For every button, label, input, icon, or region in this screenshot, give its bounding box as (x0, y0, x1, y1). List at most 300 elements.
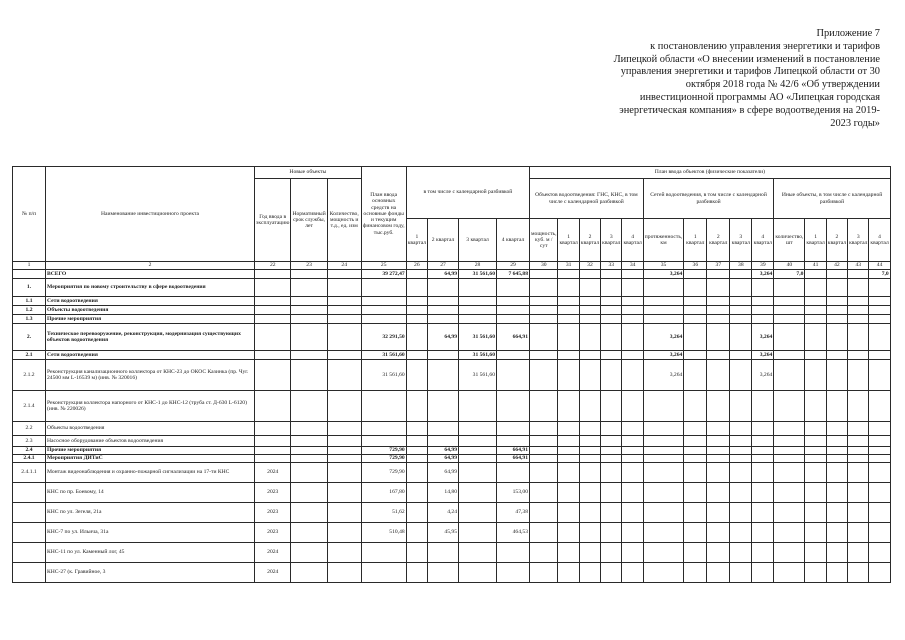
column-number-cell: 43 (848, 262, 869, 270)
table-cell (752, 436, 774, 447)
table-cell (826, 523, 847, 543)
table-cell (406, 360, 427, 391)
table-cell: 3,264 (752, 360, 774, 391)
header-length: протяженность, км (643, 219, 684, 262)
table-cell (848, 351, 869, 360)
table-cell (643, 315, 684, 324)
table-cell (707, 306, 730, 315)
table-cell (848, 563, 869, 583)
table-cell (601, 360, 622, 391)
table-cell (622, 447, 643, 455)
table-cell (291, 455, 327, 463)
header-k4: 4 квартал (752, 219, 774, 262)
table-cell (558, 422, 579, 436)
table-cell: 2.4.1 (13, 455, 46, 463)
table-cell (327, 503, 361, 523)
table-cell (707, 563, 730, 583)
table-cell (805, 306, 826, 315)
table-cell (752, 455, 774, 463)
table-cell: 2.3 (13, 436, 46, 447)
table-cell (406, 483, 427, 503)
table-cell: 2.1 (13, 351, 46, 360)
table-cell: 64,99 (428, 463, 459, 483)
table-cell (255, 391, 291, 422)
table-cell (684, 463, 707, 483)
table-cell (406, 297, 427, 306)
table-cell (406, 351, 427, 360)
table-cell (291, 351, 327, 360)
table-cell (805, 503, 826, 523)
table-cell: ВСЕГО (46, 270, 255, 279)
table-cell (826, 279, 847, 297)
table-cell (579, 324, 600, 351)
table-cell (601, 324, 622, 351)
table-cell (459, 315, 497, 324)
table-cell (869, 563, 890, 583)
table-cell (558, 455, 579, 463)
table-cell (684, 563, 707, 583)
table-cell (291, 563, 327, 583)
table-cell (684, 523, 707, 543)
table-cell (361, 422, 406, 436)
table-cell (428, 422, 459, 436)
header-plan-money: План ввода основных средств на основные фонды и текущим финансовом году, тыс.руб. (361, 167, 406, 262)
table-row (13, 270, 891, 279)
table-cell (805, 315, 826, 324)
table-cell (730, 463, 752, 483)
table-cell (406, 391, 427, 422)
table-cell (558, 391, 579, 422)
table-cell (601, 455, 622, 463)
table-cell (13, 270, 46, 279)
column-number-cell: 34 (622, 262, 643, 270)
table-cell (684, 351, 707, 360)
table-cell (805, 436, 826, 447)
table-cell (601, 436, 622, 447)
table-cell (255, 360, 291, 391)
appendix-line: энергетическая компания» в сфере водоотведения на 2019- (619, 104, 880, 116)
appendix-line: 2023 годы» (830, 117, 880, 129)
table-cell (459, 563, 497, 583)
table-cell: Сети водоотведения (46, 351, 255, 360)
table-cell (497, 543, 530, 563)
table-cell (406, 270, 427, 279)
table-cell (327, 436, 361, 447)
table-cell (291, 463, 327, 483)
table-row (13, 315, 891, 324)
table-cell (327, 324, 361, 351)
table-cell (707, 463, 730, 483)
table-cell (805, 297, 826, 306)
table-cell (361, 279, 406, 297)
header-k1: 1 квартал (805, 219, 826, 262)
table-cell (643, 543, 684, 563)
table-cell (530, 351, 558, 360)
table-cell (459, 436, 497, 447)
header-k3: 3 квартал (730, 219, 752, 262)
table-cell (805, 360, 826, 391)
table-cell (327, 483, 361, 503)
table-cell (730, 523, 752, 543)
table-row (13, 360, 891, 391)
column-number-cell: 32 (579, 262, 600, 270)
table-cell (530, 279, 558, 297)
table-cell: 153,00 (497, 483, 530, 503)
table-cell (826, 391, 847, 422)
table-cell (805, 483, 826, 503)
table-cell (752, 297, 774, 306)
table-cell (643, 503, 684, 523)
header-other-group: Иные объекты, в том числе с календарной разбивкой (774, 179, 890, 219)
table-row (13, 351, 891, 360)
table-cell (774, 463, 805, 483)
appendix-line: Липецкой области «О внесении изменений в постановление (613, 53, 880, 65)
table-cell (622, 422, 643, 436)
table-cell (530, 543, 558, 563)
table-cell (643, 483, 684, 503)
table-cell (428, 563, 459, 583)
table-cell (459, 279, 497, 297)
table-cell (601, 315, 622, 324)
table-cell (428, 297, 459, 306)
table-cell: 3,264 (643, 360, 684, 391)
table-cell (805, 543, 826, 563)
table-cell (774, 543, 805, 563)
table-cell (805, 391, 826, 422)
table-cell (707, 455, 730, 463)
table-cell: 51,62 (361, 503, 406, 523)
column-number-cell: 1 (13, 262, 46, 270)
table-cell: 64,99 (428, 455, 459, 463)
table-cell (459, 422, 497, 436)
table-cell (805, 523, 826, 543)
table-cell (291, 270, 327, 279)
table-cell (255, 306, 291, 315)
table-row (13, 523, 891, 543)
table-cell (361, 436, 406, 447)
table-cell (707, 324, 730, 351)
table-cell (707, 360, 730, 391)
table-cell (13, 503, 46, 523)
table-cell (558, 436, 579, 447)
table-cell: 2023 (255, 483, 291, 503)
table-cell (869, 523, 890, 543)
table-cell (730, 324, 752, 351)
table-cell (730, 483, 752, 503)
table-cell (684, 315, 707, 324)
table-row (13, 306, 891, 315)
table-cell: 2.1.2 (13, 360, 46, 391)
table-cell (848, 483, 869, 503)
table-cell (730, 455, 752, 463)
column-number-cell: 22 (255, 262, 291, 270)
table-cell (459, 455, 497, 463)
column-number-cell: 44 (869, 262, 890, 270)
table-cell (730, 306, 752, 315)
table-cell (848, 447, 869, 455)
table-cell (643, 306, 684, 315)
table-cell (579, 455, 600, 463)
table-cell (707, 351, 730, 360)
table-cell: 31 561,60 (459, 360, 497, 391)
table-cell (805, 463, 826, 483)
table-cell (707, 297, 730, 306)
table-cell: 31 561,60 (361, 360, 406, 391)
table-cell (579, 297, 600, 306)
table-cell (826, 315, 847, 324)
table-cell (558, 279, 579, 297)
table-cell (707, 523, 730, 543)
table-cell (558, 503, 579, 523)
table-cell (869, 306, 890, 315)
table-cell (752, 422, 774, 436)
table-cell (684, 306, 707, 315)
column-number-cell: 28 (459, 262, 497, 270)
table-cell (805, 563, 826, 583)
table-cell: 3,264 (643, 270, 684, 279)
table-cell: Объекты водоотведения (46, 306, 255, 315)
table-cell (406, 447, 427, 455)
table-cell (869, 483, 890, 503)
table-cell (406, 422, 427, 436)
table-cell (848, 523, 869, 543)
table-cell: 32 291,50 (361, 324, 406, 351)
table-cell (622, 360, 643, 391)
table-cell (291, 297, 327, 306)
table-row (13, 483, 891, 503)
table-cell (291, 360, 327, 391)
table-cell (579, 503, 600, 523)
column-number-row (13, 262, 891, 270)
table-row (13, 297, 891, 306)
table-cell: 167,80 (361, 483, 406, 503)
table-cell (805, 422, 826, 436)
table-cell: 2.4.1.1 (13, 463, 46, 483)
table-cell (530, 306, 558, 315)
table-cell: Мероприятия ДИТиС (46, 455, 255, 463)
table-cell (558, 351, 579, 360)
table-cell (774, 324, 805, 351)
table-cell (643, 297, 684, 306)
table-cell: Насосное оборудование объектов водоотведения (46, 436, 255, 447)
column-number-cell: 23 (291, 262, 327, 270)
table-cell (826, 463, 847, 483)
table-cell (707, 543, 730, 563)
table-cell: 729,90 (361, 447, 406, 455)
table-cell (684, 483, 707, 503)
table-cell (497, 391, 530, 422)
header-qty: Количество, мощность и т.д., ед. изм (327, 179, 361, 262)
table-cell (869, 351, 890, 360)
table-cell (530, 315, 558, 324)
table-cell (622, 463, 643, 483)
table-cell (601, 279, 622, 297)
header-capacity: мощность, куб. м / сут (530, 219, 558, 262)
table-cell (730, 391, 752, 422)
table-cell (13, 563, 46, 583)
table-cell (601, 306, 622, 315)
table-cell (622, 436, 643, 447)
table-cell (848, 503, 869, 523)
header-new-objects: Новые объекты (255, 167, 362, 179)
table-cell (558, 447, 579, 455)
table-cell (558, 563, 579, 583)
table-cell: 31 561,60 (361, 351, 406, 360)
table-cell (601, 351, 622, 360)
table-cell (622, 543, 643, 563)
table-row (13, 543, 891, 563)
table-cell (291, 483, 327, 503)
table-cell (601, 270, 622, 279)
table-cell (579, 463, 600, 483)
table-cell (530, 447, 558, 455)
table-cell (869, 447, 890, 455)
table-cell: 31 561,60 (459, 324, 497, 351)
header-q2: 2 квартал (428, 219, 459, 262)
table-cell (774, 306, 805, 315)
table-cell (361, 315, 406, 324)
column-number-cell: 41 (805, 262, 826, 270)
column-number-cell: 42 (826, 262, 847, 270)
table-cell (558, 463, 579, 483)
table-cell (622, 455, 643, 463)
header-q1: 1 квартал (406, 219, 427, 262)
table-cell (622, 391, 643, 422)
table-cell: 47,38 (497, 503, 530, 523)
table-cell (643, 463, 684, 483)
table-cell: КНС-11 по ул. Каменный лог, 45 (46, 543, 255, 563)
table-cell: 664,91 (497, 447, 530, 455)
table-cell (291, 306, 327, 315)
table-cell (255, 270, 291, 279)
table-cell (291, 503, 327, 523)
table-cell: 31 561,60 (459, 270, 497, 279)
appendix-line: к постановлению управления энергетики и тарифов (650, 40, 880, 52)
table-cell: 664,91 (497, 324, 530, 351)
table-cell: 510,48 (361, 523, 406, 543)
table-cell (601, 483, 622, 503)
table-cell (684, 270, 707, 279)
header-other-qty: количество, шт (774, 219, 805, 262)
table-cell (752, 447, 774, 455)
table-cell: Монтаж видеонаблюдения и охранно-пожарной сигнализации на 17-ти КНС (46, 463, 255, 483)
table-cell (406, 324, 427, 351)
table-cell (774, 455, 805, 463)
table-cell (406, 543, 427, 563)
table-cell (459, 297, 497, 306)
table-cell (601, 503, 622, 523)
table-cell (707, 270, 730, 279)
table-cell (497, 315, 530, 324)
table-cell (752, 563, 774, 583)
table-cell: 2. (13, 324, 46, 351)
table-cell (826, 543, 847, 563)
table-cell (752, 463, 774, 483)
table-cell (707, 391, 730, 422)
table-row (13, 503, 891, 523)
table-cell (530, 436, 558, 447)
table-cell: 4,24 (428, 503, 459, 523)
table-cell (406, 563, 427, 583)
table-cell (752, 279, 774, 297)
table-cell (428, 279, 459, 297)
table-cell (255, 279, 291, 297)
table-cell: 1.2 (13, 306, 46, 315)
header-k2: 2 квартал (579, 219, 600, 262)
table-cell (643, 279, 684, 297)
table-cell (497, 297, 530, 306)
table-cell (428, 306, 459, 315)
table-cell (406, 315, 427, 324)
table-cell (558, 270, 579, 279)
table-cell (752, 391, 774, 422)
table-cell (774, 315, 805, 324)
table-cell (826, 422, 847, 436)
table-cell: 1.1 (13, 297, 46, 306)
table-cell (579, 447, 600, 455)
table-cell (774, 503, 805, 523)
column-number-cell: 39 (752, 262, 774, 270)
table-cell (558, 324, 579, 351)
table-cell (558, 483, 579, 503)
column-number-cell: 27 (428, 262, 459, 270)
table-cell (530, 563, 558, 583)
table-cell (869, 503, 890, 523)
column-number-cell: 40 (774, 262, 805, 270)
table-cell (579, 543, 600, 563)
table-cell (684, 391, 707, 422)
column-number-cell: 38 (730, 262, 752, 270)
table-cell (497, 360, 530, 391)
table-cell (826, 306, 847, 315)
table-cell (406, 463, 427, 483)
table-cell: Реконструкция коллектора напорного от КНС-1 до КНС-12 (труба ст. Д-630 L-6120) (инв. № 220026) (46, 391, 255, 422)
table-cell (643, 391, 684, 422)
table-cell (826, 297, 847, 306)
table-cell: 2.2 (13, 422, 46, 436)
table-cell (327, 391, 361, 422)
table-cell (497, 306, 530, 315)
table-cell (869, 436, 890, 447)
table-cell (622, 503, 643, 523)
table-cell (579, 422, 600, 436)
table-cell (558, 543, 579, 563)
table-cell (684, 324, 707, 351)
table-cell (622, 270, 643, 279)
table-cell (848, 297, 869, 306)
table-cell (361, 297, 406, 306)
table-cell: 729,90 (361, 455, 406, 463)
table-cell: 14,80 (428, 483, 459, 503)
table-cell (428, 543, 459, 563)
table-cell (869, 543, 890, 563)
table-cell (805, 447, 826, 455)
table-cell (579, 483, 600, 503)
table-cell (622, 279, 643, 297)
column-number-cell: 26 (406, 262, 427, 270)
table-row (13, 391, 891, 422)
table-cell (327, 543, 361, 563)
table-cell (558, 360, 579, 391)
table-cell (869, 324, 890, 351)
table-row (13, 447, 891, 455)
investment-table (12, 166, 891, 583)
table-cell (558, 297, 579, 306)
table-cell (848, 422, 869, 436)
table-cell (255, 324, 291, 351)
table-cell (869, 297, 890, 306)
table-cell: 1. (13, 279, 46, 297)
